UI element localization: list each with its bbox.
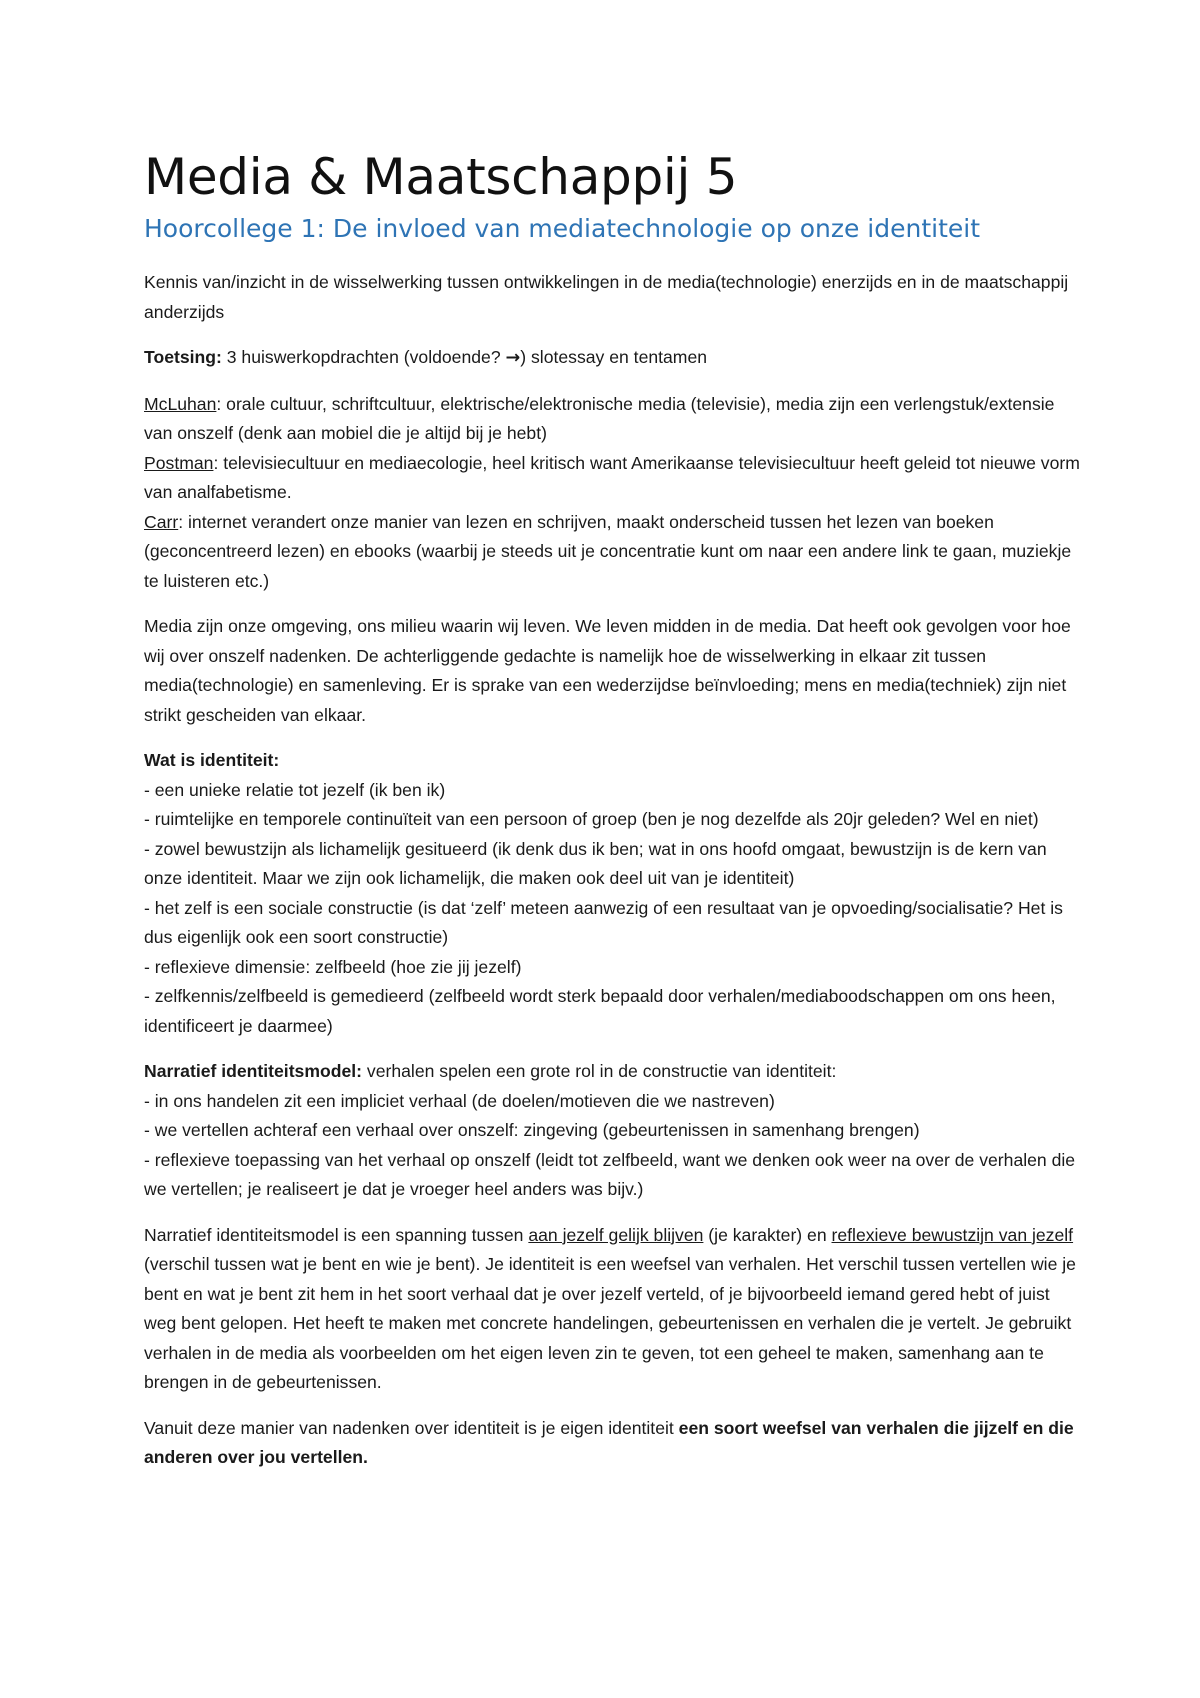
list-item: - het zelf is een sociale constructie (is dat ‘zelf’ meteen aanwezig of een resultaat van je opvoeding/socialisatie? Het is dus eigenlijk ook een soort constructie) — [144, 897, 1063, 947]
list-item: - zowel bewustzijn als lichamelijk gesitueerd (ik denk dus ik ben; wat in ons hoofd omgaat, bewustzijn is de kern van onze identiteit. Maar we zijn ook lichamelijk, die maken ook deel uit van je identiteit) — [144, 838, 1047, 888]
list-item: - ruimtelijke en temporele continuïteit van een persoon of groep (ben je nog dezelfde als 20jr geleden? Wel en niet) — [144, 809, 1039, 829]
media-paragraph: Media zijn onze omgeving, ons milieu waarin wij leven. We leven midden in de media. Dat heeft ook gevolgen voor hoe wij over onszelf nadenken. De achterliggende gedachte is namelijk hoe de wisselwerking in elkaar zit tussen media(technologie) en samenleving. Er is sprake van een wederzijdse beïnvloeding; mens en media(techniek) zijn niet strikt gescheiden van elkaar. — [144, 616, 1071, 725]
list-item: - zelfkennis/zelfbeeld is gemedieerd (zelfbeeld wordt sterk bepaald door verhalen/mediaboodschappen om ons heen, identificeert je daarmee) — [144, 986, 1056, 1036]
identiteit-heading: Wat is identiteit: — [144, 750, 280, 770]
document-title: Media & Maatschappij 5 — [144, 148, 738, 206]
spanning-underline: reflexieve bewustzijn van jezelf — [831, 1224, 1074, 1245]
theorist-carr — [144, 508, 1080, 597]
conclusion-paragraph — [144, 1414, 1080, 1473]
theorist-mcluhan — [144, 390, 1080, 449]
list-item: - reflexieve dimensie: zelfbeeld (hoe zie jij jezelf) — [144, 956, 522, 977]
intro-paragraph: Kennis van/inzicht in de wisselwerking tussen ontwikkelingen in de media(technologie) enerzijds en in de maatschappij anderzijds — [144, 272, 1069, 322]
theorist-text: : televisiecultuur en mediaecologie, heel kritisch want Amerikaanse televisiecultuur heeft geleid tot nieuwe vorm van analfabetisme. — [144, 452, 1080, 502]
spanning-text: Narratief identiteitsmodel is een spanning tussen — [144, 1224, 529, 1245]
spanning-underline: aan jezelf gelijk blijven — [528, 1224, 704, 1245]
list-item: - in ons handelen zit een impliciet verhaal (de doelen/motieven die we nastreven) — [144, 1090, 775, 1111]
theorist-text: : internet verandert onze manier van lezen en schrijven, maakt onderscheid tussen het lezen van boeken (geconcentreerd lezen) en ebooks (waarbij je steeds uit je concentratie kunt om naar een andere link te gaan, muziekje te luisteren etc.) — [144, 511, 1072, 591]
document-body — [144, 268, 1080, 1473]
toetsing-paragraph — [144, 343, 1080, 374]
arrow-right-icon: → — [505, 348, 521, 368]
spanning-text: (je karakter) en — [703, 1224, 832, 1245]
conclusion-bold: een soort weefsel van verhalen die jijzelf en die anderen over jou vertellen. — [144, 1417, 1074, 1467]
list-item: - een unieke relatie tot jezelf (ik ben ik) — [144, 779, 446, 800]
spanning-paragraph — [144, 1221, 1080, 1398]
theorist-name: Postman — [144, 452, 214, 473]
theorist-postman — [144, 449, 1080, 508]
toetsing-text-after: ) slotessay en tentamen — [520, 347, 708, 367]
theorist-name: McLuhan — [144, 393, 217, 414]
document-subtitle: Hoorcollege 1: De invloed van mediatechnologie op onze identiteit — [144, 214, 980, 243]
list-item: - we vertellen achteraf een verhaal over onszelf: zingeving (gebeurtenissen in samenhang brengen) — [144, 1120, 920, 1140]
toetsing-label: Toetsing: — [144, 347, 222, 367]
list-item: - reflexieve toepassing van het verhaal op onszelf (leidt tot zelfbeeld, want we denken ook weer na over de verhalen die we vertellen; je realiseert je dat je vroeger heel anders was bijv.) — [144, 1149, 1076, 1199]
theorist-name: Carr — [144, 511, 179, 532]
identiteit-section — [144, 746, 1080, 1041]
narratief-heading: Narratief identiteitsmodel: — [144, 1061, 363, 1081]
narratief-heading-line — [144, 1057, 1080, 1087]
spanning-text: (verschil tussen wat je bent en wie je bent). Je identiteit is een weefsel van verhalen. Het verschil tussen vertellen wie je bent en wat je bent zit hem in het soort verhaal dat je over jezelf verteld, of je bijvoorbeeld iemand gered hebt of juist weg bent gelopen. Het heeft te maken met concrete handelingen, gebeurtenissen en verhalen die je vertelt. Je gebruikt verhalen in de media als voorbeelden om het eigen leven zin te geven, tot een geheel te maken, samenhang aan te brengen in de gebeurtenissen. — [144, 1254, 1076, 1392]
toetsing-text-before: 3 huiswerkopdrachten (voldoende? — [221, 347, 506, 367]
theorists-paragraph — [144, 390, 1080, 597]
theorist-text: : orale cultuur, schriftcultuur, elektrische/elektronische media (televisie), media zijn een verlengstuk/extensie van onszelf (denk aan mobiel die je altijd bij je hebt) — [144, 393, 1055, 443]
narratief-section — [144, 1057, 1080, 1205]
conclusion-text: Vanuit deze manier van nadenken over identiteit is je eigen identiteit — [144, 1417, 679, 1438]
narratief-heading-rest: verhalen spelen een grote rol in de constructie van identiteit: — [362, 1061, 837, 1081]
